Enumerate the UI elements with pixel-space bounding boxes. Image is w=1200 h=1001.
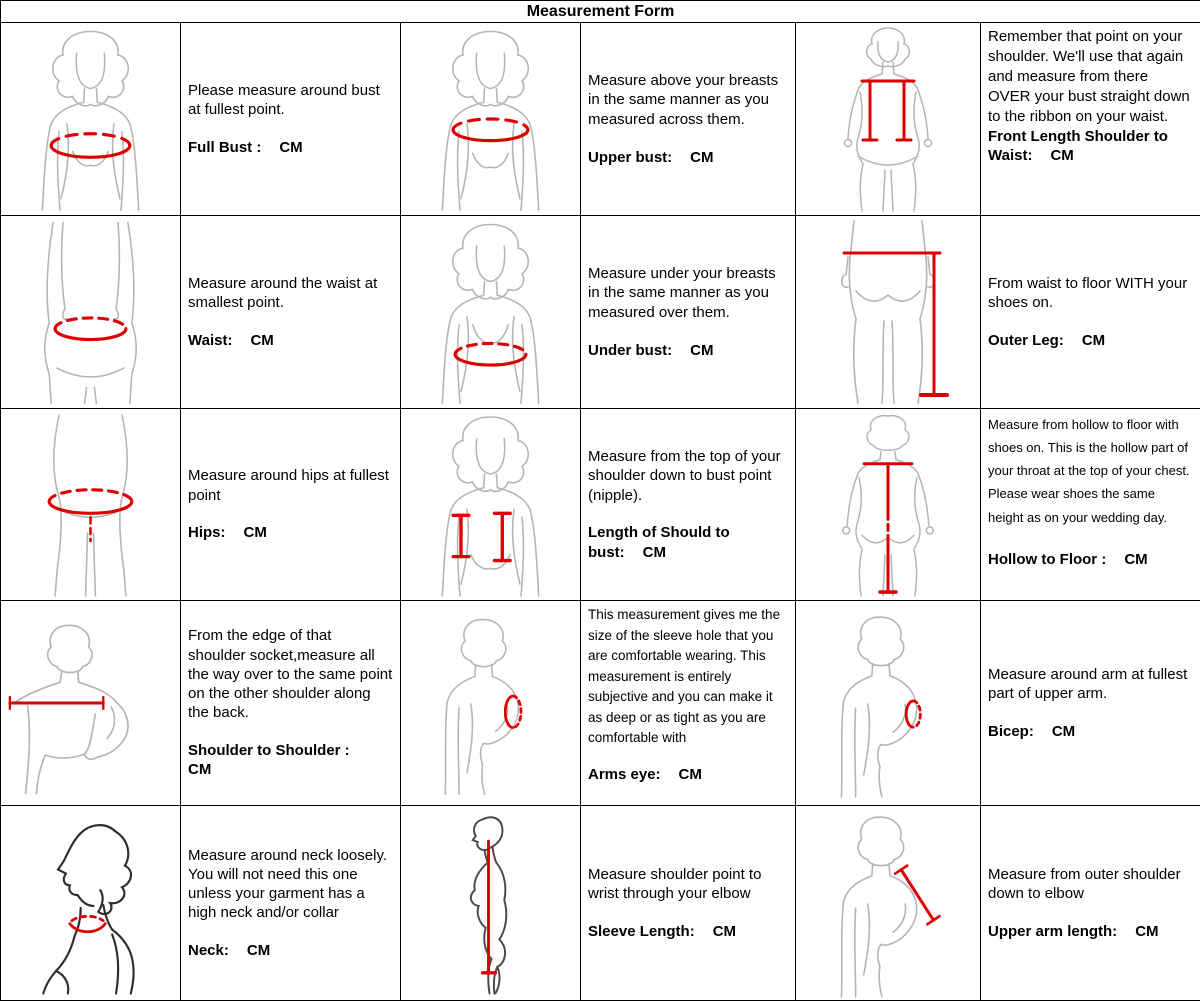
front-length-figure-icon — [797, 24, 979, 214]
measure-label: Upper arm length: — [988, 922, 1118, 940]
figure-cell-waist — [1, 216, 181, 409]
measure-cell-waist — [181, 216, 401, 409]
measure-label: Front Length Shoulder to Waist: — [988, 127, 1168, 164]
measure-cell-upper-arm-length — [981, 806, 1200, 1001]
figure-cell-shoulder-to-shoulder — [1, 601, 181, 806]
measure-label: Length of Should to bust: — [588, 524, 730, 561]
measure-cell-shoulder-to-bust — [581, 409, 796, 601]
instruction-text: Measure shoulder point to wrist through your elbow — [588, 865, 762, 903]
outer-leg-figure-icon — [797, 217, 979, 407]
measure-cell-upper-bust — [581, 23, 796, 216]
measure-unit: CM — [1135, 922, 1159, 940]
measure-label: Hollow to Floor : — [988, 550, 1107, 568]
measure-unit: CM — [690, 341, 714, 359]
measure-cell-neck — [181, 806, 401, 1001]
measure-unit: CM — [1051, 722, 1076, 740]
measure-label: Full Bust : — [188, 138, 262, 156]
shoulder-to-bust-figure-icon — [402, 410, 579, 599]
instruction-text: Measure from hollow to floor with shoes on. This is the hollow part of your throat at the top of your chest. Please wear shoes the same height as on your wedding day. — [988, 417, 1190, 525]
instruction-text: Please measure around bust at fullest point. — [188, 81, 380, 119]
measure-label: Arms eye: — [588, 766, 661, 784]
sleeve-length-figure-icon — [402, 807, 579, 999]
measure-label: Hips: — [188, 524, 226, 542]
figure-cell-sleeve-length — [401, 806, 581, 1001]
measure-unit: CM — [1050, 146, 1074, 164]
measure-label: Sleeve Length: — [588, 922, 695, 940]
instruction-text: Measure from outer shoulder down to elbow — [988, 865, 1181, 903]
figure-cell-shoulder-to-bust — [401, 409, 581, 601]
measure-cell-shoulder-to-shoulder — [181, 601, 401, 806]
hollow-to-floor-figure-icon — [797, 410, 979, 599]
measure-label: Under bust: — [588, 341, 673, 359]
measure-cell-outer-leg — [981, 216, 1200, 409]
page-title: Measurement Form — [1, 1, 1200, 23]
upper-bust-figure-icon — [402, 24, 579, 214]
figure-cell-outer-leg — [796, 216, 981, 409]
figure-cell-upper-bust — [401, 23, 581, 216]
measure-label: Outer Leg: — [988, 331, 1064, 349]
instruction-text: Measure around the waist at smallest point. — [188, 274, 378, 312]
instruction-text: Measure around neck loosely. You will not need this one unless your garment has a high neck and/or collar — [188, 846, 387, 922]
upper-arm-length-figure-icon — [797, 807, 979, 999]
bicep-figure-icon — [797, 602, 979, 804]
figure-cell-front-length — [796, 23, 981, 216]
measure-cell-front-length — [981, 23, 1200, 216]
measure-cell-bicep — [981, 601, 1200, 806]
figure-cell-bicep — [796, 601, 981, 806]
neck-figure-icon — [2, 807, 179, 999]
measure-cell-under-bust — [581, 216, 796, 409]
figure-cell-upper-arm-length — [796, 806, 981, 1001]
instruction-text: Measure around hips at fullest point — [188, 467, 389, 504]
instruction-text: Measure from the top of your shoulder down to bust point (nipple). — [588, 448, 781, 504]
measure-cell-hips — [181, 409, 401, 601]
measure-cell-full-bust — [181, 23, 401, 216]
measure-unit: CM — [188, 761, 212, 779]
measure-unit: CM — [678, 766, 702, 784]
measure-unit: CM — [250, 331, 274, 349]
measure-unit: CM — [712, 922, 737, 940]
figure-cell-under-bust — [401, 216, 581, 409]
instruction-text: Measure above your breasts in the same manner as you measured across them. — [588, 72, 779, 128]
figure-cell-hips — [1, 409, 181, 601]
measure-unit: CM — [1124, 550, 1148, 568]
figure-cell-full-bust — [1, 23, 181, 216]
measure-unit: CM — [690, 148, 714, 166]
measure-cell-sleeve-length — [581, 806, 796, 1001]
measure-label: Neck: — [188, 942, 229, 960]
measure-label: Bicep: — [988, 722, 1034, 740]
instruction-text: Measure under your breasts in the same manner as you measured over them. — [588, 265, 776, 321]
measure-label: Waist: — [188, 331, 233, 349]
instruction-text: Remember that point on your shoulder. We'll use that again and measure from there OVER your bust straight down to the ribbon on your waist. — [988, 28, 1190, 125]
instruction-text: From waist to floor WITH your shoes on. — [988, 274, 1188, 312]
measure-label: Shoulder to Shoulder : — [188, 742, 350, 760]
figure-cell-arms-eye — [401, 601, 581, 806]
measure-unit: CM — [279, 138, 303, 156]
arms-eye-figure-icon — [402, 602, 579, 804]
measure-unit: CM — [246, 942, 271, 960]
measure-unit: CM — [243, 524, 267, 542]
full-bust-figure-icon — [2, 24, 179, 214]
under-bust-figure-icon — [402, 217, 579, 407]
figure-cell-neck — [1, 806, 181, 1001]
figure-cell-hollow-to-floor — [796, 409, 981, 601]
measure-unit: CM — [642, 543, 666, 561]
instruction-text: Measure around arm at fullest part of upper arm. — [988, 665, 1188, 703]
measure-cell-arms-eye — [581, 601, 796, 806]
waist-figure-icon — [2, 217, 179, 407]
measure-unit: CM — [1081, 331, 1106, 349]
shoulder-to-shoulder-figure-icon — [2, 602, 179, 804]
measure-label: Upper bust: — [588, 148, 673, 166]
instruction-text: From the edge of that shoulder socket,measure all the way over to the same point on the other shoulder along the back. — [188, 627, 393, 722]
measure-cell-hollow-to-floor — [981, 409, 1200, 601]
hips-figure-icon — [2, 410, 179, 599]
instruction-text: This measurement gives me the size of the sleeve hole that you are comfortable wearing. This measurement is entirely subjective and you can make it as deep or as tight as you are comfortable with — [588, 607, 781, 746]
